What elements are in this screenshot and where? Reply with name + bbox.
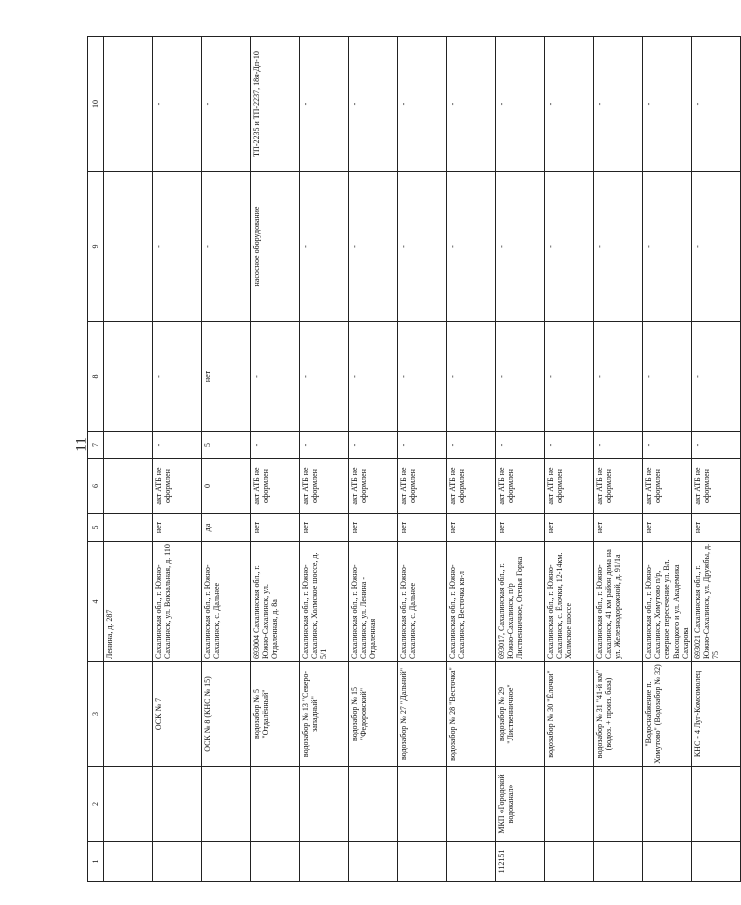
column-header: 1 [88,842,104,882]
table-cell: нет [349,514,398,542]
table-cell: - [447,322,496,432]
table-row [496,37,545,882]
table-cell: - [692,172,741,322]
table-row [643,37,692,882]
table-cell: водозабор № 30 "Ёлочки" [545,662,594,767]
table-cell: акт АТБ не оформлен [398,459,447,514]
table-cell: ОСК № 8 (КНС № 15) [202,662,251,767]
table-cell: 693021 Сахалинская обл., г. Южно-Сахалинск, ул. Дружбы, д. 75 [692,542,741,662]
table-cell: ТП-2235 и ТП-2237, 18я-Дп-10 [251,37,300,172]
table-cell: - [643,432,692,459]
table-cell: - [398,172,447,322]
table-row [251,37,300,882]
table-cell: "Водоснабжение п. Хомутово" (Водозабор № 32) [643,662,692,767]
table-cell: - [300,432,349,459]
table-cell: Сахалинская обл., г. Южно-Сахалинск, с. Ёлочки, 12-14км. Холмское шоссе [545,542,594,662]
column-header: 10 [88,37,104,172]
table-cell: нет [153,514,202,542]
table-cell: Сахалинская обл., г. Южно-Сахалинск, ул. Вокзальная, д. 110 [153,542,202,662]
table-cell: МКП «Городской водоканал» [496,767,545,842]
table-row [545,37,594,882]
table-cell [104,172,153,322]
table-cell: 0 [202,459,251,514]
column-header: 5 [88,514,104,542]
table-cell: - [447,37,496,172]
scanned-table-area [87,37,721,882]
table-cell: - [349,172,398,322]
table-cell: - [643,322,692,432]
table-cell: - [202,37,251,172]
table-cell: - [202,172,251,322]
table-cell [447,842,496,882]
table-cell: акт АТБ не оформлен [251,459,300,514]
table-cell: Сахалинская обл., г. Южно-Сахалинск, Хомутово п/р, северное пересечение ул. Вл. Высоцкого и ул. Академика Сахарова [643,542,692,662]
table-cell [545,767,594,842]
table-cell: акт АТБ не оформлен [447,459,496,514]
table-cell: - [643,37,692,172]
table-cell: - [251,432,300,459]
table-cell [251,842,300,882]
table-cell: - [545,432,594,459]
table-cell: - [398,37,447,172]
table-cell: - [153,322,202,432]
table-cell: КНС - 4 Луг-Комсомолец [692,662,741,767]
table-cell: Сахалинская обл., г. Южно-Сахалинск, ул. Ленина - Отдаленная [349,542,398,662]
table-cell: - [300,322,349,432]
table-cell [643,842,692,882]
table-cell: водозабор № 13 "Северо-западный" [300,662,349,767]
table-cell: нет [202,322,251,432]
table-cell: - [349,432,398,459]
table-cell: - [349,322,398,432]
table-cell: 693017, Сахалинская обл., г. Южно-Сахалинск, п/р Лиственничное, Огенья Горка [496,542,545,662]
table-cell: - [398,432,447,459]
table-cell [349,842,398,882]
table-cell: - [545,322,594,432]
table-cell: акт АТБ не оформлен [692,459,741,514]
table-cell: водозабор № 31 "41-й км" (водоз. + произ. база) [594,662,643,767]
table-cell: нет [251,514,300,542]
table-row [594,37,643,882]
table-cell: 693004 Сахалинская обл., г. Южно-Сахалинск, ул. Отдаленная, д. 8а [251,542,300,662]
table-cell: акт АТБ не оформлен [643,459,692,514]
table-cell: - [496,322,545,432]
table-cell [104,514,153,542]
table-cell: 112151 [496,842,545,882]
table-cell: нет [594,514,643,542]
table-cell [104,322,153,432]
table-cell: Сахалинская обл., г. Южно-Сахалинск, с. Дальнее [398,542,447,662]
table-cell: водозабор № 27 "Дальний" [398,662,447,767]
table-cell: - [496,172,545,322]
table-cell: водозабор № 29 "Лиственничное" [496,662,545,767]
table-cell: - [447,432,496,459]
table-cell [153,767,202,842]
table-cell: нет [545,514,594,542]
table-cell [251,767,300,842]
table-cell: акт АТБ не оформлен [349,459,398,514]
rotated-table-wrapper [87,37,721,882]
table-cell: Сахалинская обл., г. Южно-Сахалинск, Весточка кв-л [447,542,496,662]
table-cell: - [594,37,643,172]
table-cell: водозабор № 5 "Отдалённый" [251,662,300,767]
table-cell [398,767,447,842]
table-cell: нет [692,514,741,542]
table-cell: - [153,172,202,322]
column-header: 4 [88,542,104,662]
table-cell: акт АТБ не оформлен [300,459,349,514]
table-cell: - [692,37,741,172]
table-cell: Сахалинская обл., г. Южно-Сахалинск, с. Дальнее [202,542,251,662]
table-cell: акт АТБ не оформлен [545,459,594,514]
table-cell [104,459,153,514]
table-cell: - [545,37,594,172]
table-cell [104,37,153,172]
table-cell [202,842,251,882]
column-header: 9 [88,172,104,322]
table-cell [692,767,741,842]
column-header: 3 [88,662,104,767]
table-cell: - [594,172,643,322]
table-cell: нет [643,514,692,542]
table-cell: Сахалинская обл., г. Южно-Сахалинск, 41 км район дома на ул. Железнодорожной, д. 91/1а [594,542,643,662]
table-cell: акт АТБ не оформлен [594,459,643,514]
table-cell: акт АТБ не оформлен [153,459,202,514]
table-cell: водозабор № 28 "Весточка" [447,662,496,767]
table-cell [104,767,153,842]
table-cell: Ленина, д. 287 [104,542,153,662]
header-row [88,37,104,882]
facilities-table [87,36,741,882]
table-cell: Сахалинская обл., г. Южно-Сахалинск, Холмское шоссе, д. 5/1 [300,542,349,662]
table-cell: - [594,432,643,459]
table-cell: - [594,322,643,432]
table-cell [594,842,643,882]
table-header [88,37,104,882]
table-cell: - [447,172,496,322]
table-row [153,37,202,882]
table-cell [300,767,349,842]
table-cell: - [251,322,300,432]
table-row [398,37,447,882]
table-cell: нет [300,514,349,542]
table-cell: нет [496,514,545,542]
column-header: 2 [88,767,104,842]
table-row [349,37,398,882]
table-cell: насосное оборудование [251,172,300,322]
table-cell: нет [447,514,496,542]
table-cell: - [300,37,349,172]
table-row [300,37,349,882]
table-cell: - [349,37,398,172]
table-cell [594,767,643,842]
table-cell: да [202,514,251,542]
table-body [104,37,741,882]
table-cell: водозабор № 15 "Федоровский" [349,662,398,767]
table-cell: - [692,322,741,432]
table-cell: - [643,172,692,322]
table-cell: - [398,322,447,432]
table-cell [545,842,594,882]
table-cell [104,432,153,459]
table-cell: ОСК № 7 [153,662,202,767]
table-row [692,37,741,882]
page-number: 11 [73,437,90,452]
table-cell: - [692,432,741,459]
column-header: 7 [88,432,104,459]
table-cell [153,842,202,882]
table-cell: 5 [202,432,251,459]
table-cell: - [300,172,349,322]
table-row [202,37,251,882]
table-cell [300,842,349,882]
column-header: 8 [88,322,104,432]
table-cell [104,662,153,767]
table-cell: нет [398,514,447,542]
table-cell [643,767,692,842]
table-cell [349,767,398,842]
table-cell: - [153,37,202,172]
table-cell: - [496,37,545,172]
column-header: 6 [88,459,104,514]
table-cell: - [153,432,202,459]
table-cell: акт АТБ не оформлен [496,459,545,514]
table-cell [398,842,447,882]
table-row [104,37,153,882]
table-cell: - [496,432,545,459]
table-cell [447,767,496,842]
table-row [447,37,496,882]
table-cell [202,767,251,842]
table-cell [104,842,153,882]
table-cell: - [545,172,594,322]
table-cell [692,842,741,882]
